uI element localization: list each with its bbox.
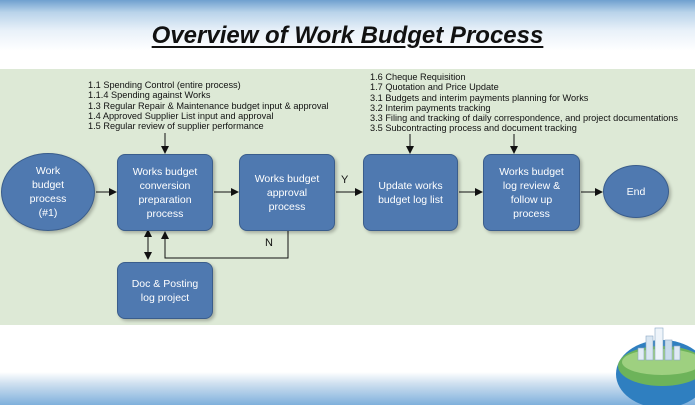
note-left-line: 1.1.4 Spending against Works [88,90,211,101]
note-right-line: 3.1 Budgets and interim payments planning for Works [370,92,589,103]
node-doc-posting: Doc & Posting log project [117,262,213,319]
node-review: Works budget log review & follow up process [483,154,580,231]
node-end: End [603,165,669,218]
node-approval: Works budget approval process [239,154,335,231]
node-start: Work budget process (#1) [1,153,95,231]
note-right-line: 1.6 Cheque Requisition [370,72,466,82]
note-right-line: 1.7 Quotation and Price Update [370,82,499,93]
notes-left [88,80,329,131]
slide-title: Overview of Work Budget Process [151,22,544,49]
note-left-line: 1.4 Approved Supplier List input and approval [88,110,274,121]
note-right-line: 3.2 Interim payments tracking [370,102,491,113]
edge-label-no: N [265,237,273,249]
note-left-line: 1.1 Spending Control (entire process) [88,80,241,90]
note-right-line: 3.5 Subcontracting process and document tracking [370,123,577,134]
edge-label-yes: Y [341,174,349,186]
note-right-line: 3.3 Filing and tracking of daily correspondence, and project documentations [370,113,678,124]
node-update-log: Update works budget log list [363,154,458,231]
globe-city-decoration [602,322,695,405]
notes-right [370,72,678,134]
node-conversion: Works budget conversion preparation process [117,154,213,231]
note-left-line: 1.3 Regular Repair & Maintenance budget input & approval [88,100,329,111]
note-left-line: 1.5 Regular review of supplier performance [88,121,264,132]
footer-band [0,372,695,405]
